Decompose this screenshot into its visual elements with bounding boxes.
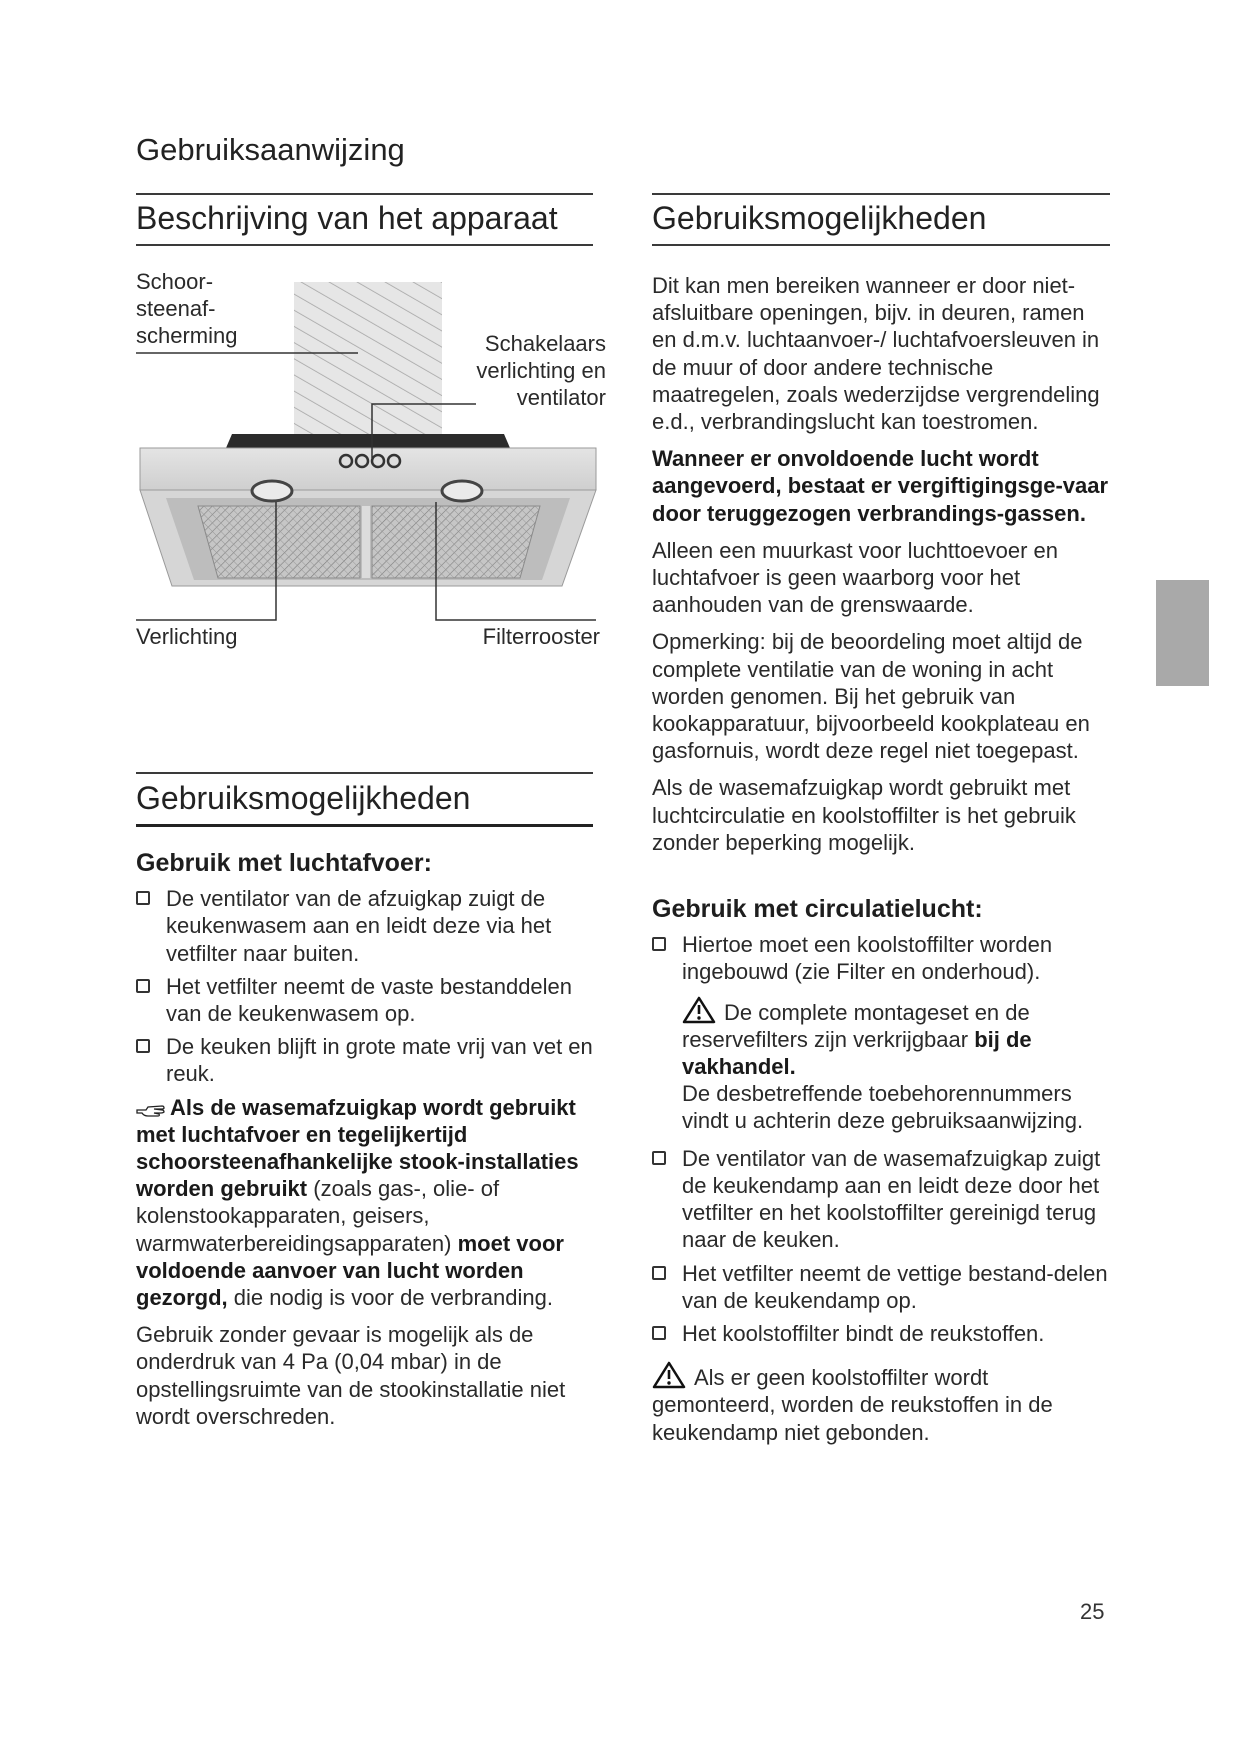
checkbox-icon [652,1151,666,1165]
circulation-heading: Gebruik met circulatielucht: [652,895,983,924]
rule-uses-right-top [652,193,1110,195]
rule-uses-right-bottom [652,244,1110,246]
checkbox-icon [136,891,150,905]
label-chimney-cover: Schoor- steenaf- scherming [136,269,238,348]
pointing-hand-icon [136,1101,166,1117]
list-item: Het vetfilter neemt de vettige bestand-delen van de keukendamp op. [652,1260,1110,1314]
device-section-title: Beschrijving van het apparaat [136,200,558,236]
warning-triangle-icon [682,996,716,1024]
label-switches: Schakelaars verlichting en ventilator [476,331,606,410]
uses-section-title-left: Gebruiksmogelijkheden [136,780,471,816]
rule-device-top [136,193,593,195]
left-column-body [136,850,598,1440]
list-item: De ventilator van de afzuigkap zuigt de keukenwasem aan en leidt deze via het vetfilter naar buiten. [136,885,598,967]
range-hood-diagram [136,268,606,658]
page-title: Gebruiksaanwijzing [136,132,405,167]
rule-device-bottom [136,244,593,246]
checkbox-icon [652,937,666,951]
remark-paragraph: Opmerking: bij de beoordeling moet altijd de complete ventilatie van de woning in acht worden genomen. Bij het gebruik van kookapparatuur, bijvoorbeeld kookplateau en gasfornuis, wordt deze regel niet toegepast. [652,629,1090,764]
circulation-bullet-list-2 [652,1145,1110,1347]
list-item: Het koolstoffilter bindt de reukstoffen. [652,1320,1110,1347]
list-item: De ventilator van de wasemafzuigkap zuigt de keukendamp aan en leidt deze door het vetfilter en het koolstoffilter gereinigd terug naar de keuken. [652,1145,1110,1254]
label-filter: Filterrooster [482,624,600,649]
circulation-paragraph: Als de wasemafzuigkap wordt gebruikt met luchtcirculatie en koolstoffilter is het gebruik zonder beperking mogelijk. [652,775,1076,855]
section-thumb-tab [1156,580,1209,686]
right-column-body [652,272,1110,1456]
carbon-filter-warning: Als er geen koolstoffilter wordt gemonteerd, worden de reukstoffen in de keukendamp niet gebonden. [652,1361,1110,1446]
checkbox-icon [136,979,150,993]
wall-box-paragraph: Alleen een muurkast voor luchttoevoer en luchtafvoer is geen waarborg voor het aanhouden van de grenswaarde. [652,537,1059,618]
uses-section-title-right: Gebruiksmogelijkheden [652,200,987,236]
label-lighting: Verlichting [136,624,238,649]
checkbox-icon [136,1039,150,1053]
ventilation-paragraph: Dit kan men bereiken wanneer er door niet-afsluitbare openingen, bijv. in deuren, ramen en d.m.v. luchtaanvoer-/ luchtafvoersleuven in de muur of door andere technische maatregelen, zoals wederzijdse vergrendeling e.d., verbrandingslucht kan toestromen. [652,273,1100,435]
list-item: Hiertoe moet een koolstoffilter worden ingebouwd (zie Filter en onderhoud). [652,931,1110,985]
checkbox-icon [652,1326,666,1340]
checkbox-icon [652,1266,666,1280]
exhaust-bullet-list [136,885,598,1087]
poisoning-warning: Wanneer er onvoldoende lucht wordt aangevoerd, bestaat er vergiftigingsge-vaar door teruggezogen verbrandings-gassen. [652,446,1109,526]
rule-uses-left-bottom [136,824,593,827]
chimney-note: Als de wasemafzuigkap wordt gebruikt met luchtafvoer en tegelijkertijd schoorsteenafhankelijke stook-installaties worden gebruikt (zoals gas-, olie- of kolenstookapparaten, geisers, warmwaterbereidingsapparaten) moet voor voldoende aanvoer van lucht worden gezorgd, die nodig is voor de verbranding. [136,1094,579,1311]
circulation-bullet-list-1 [652,931,1110,985]
list-item: De keuken blijft in grote mate vrij van vet en reuk. [136,1033,598,1087]
rule-uses-left-top [136,772,593,774]
exhaust-heading: Gebruik met luchtafvoer: [136,849,432,877]
safe-use-paragraph: Gebruik zonder gevaar is mogelijk als de onderdruk van 4 Pa (0,04 mbar) in de opstellingsruimte van de stookinstallatie niet wordt overschreden. [136,1322,566,1429]
warning-triangle-icon [652,1361,686,1389]
page-number: 25 [1080,1599,1105,1624]
list-item: Het vetfilter neemt de vaste bestanddelen van de keukenwasem op. [136,973,598,1027]
accessory-warning: De complete montageset en de reservefilters zijn verkrijgbaar bij de vakhandel. De desbetreffende toebehorennummers vindt u achterin deze gebruiksaanwijzing. [652,996,1110,1135]
